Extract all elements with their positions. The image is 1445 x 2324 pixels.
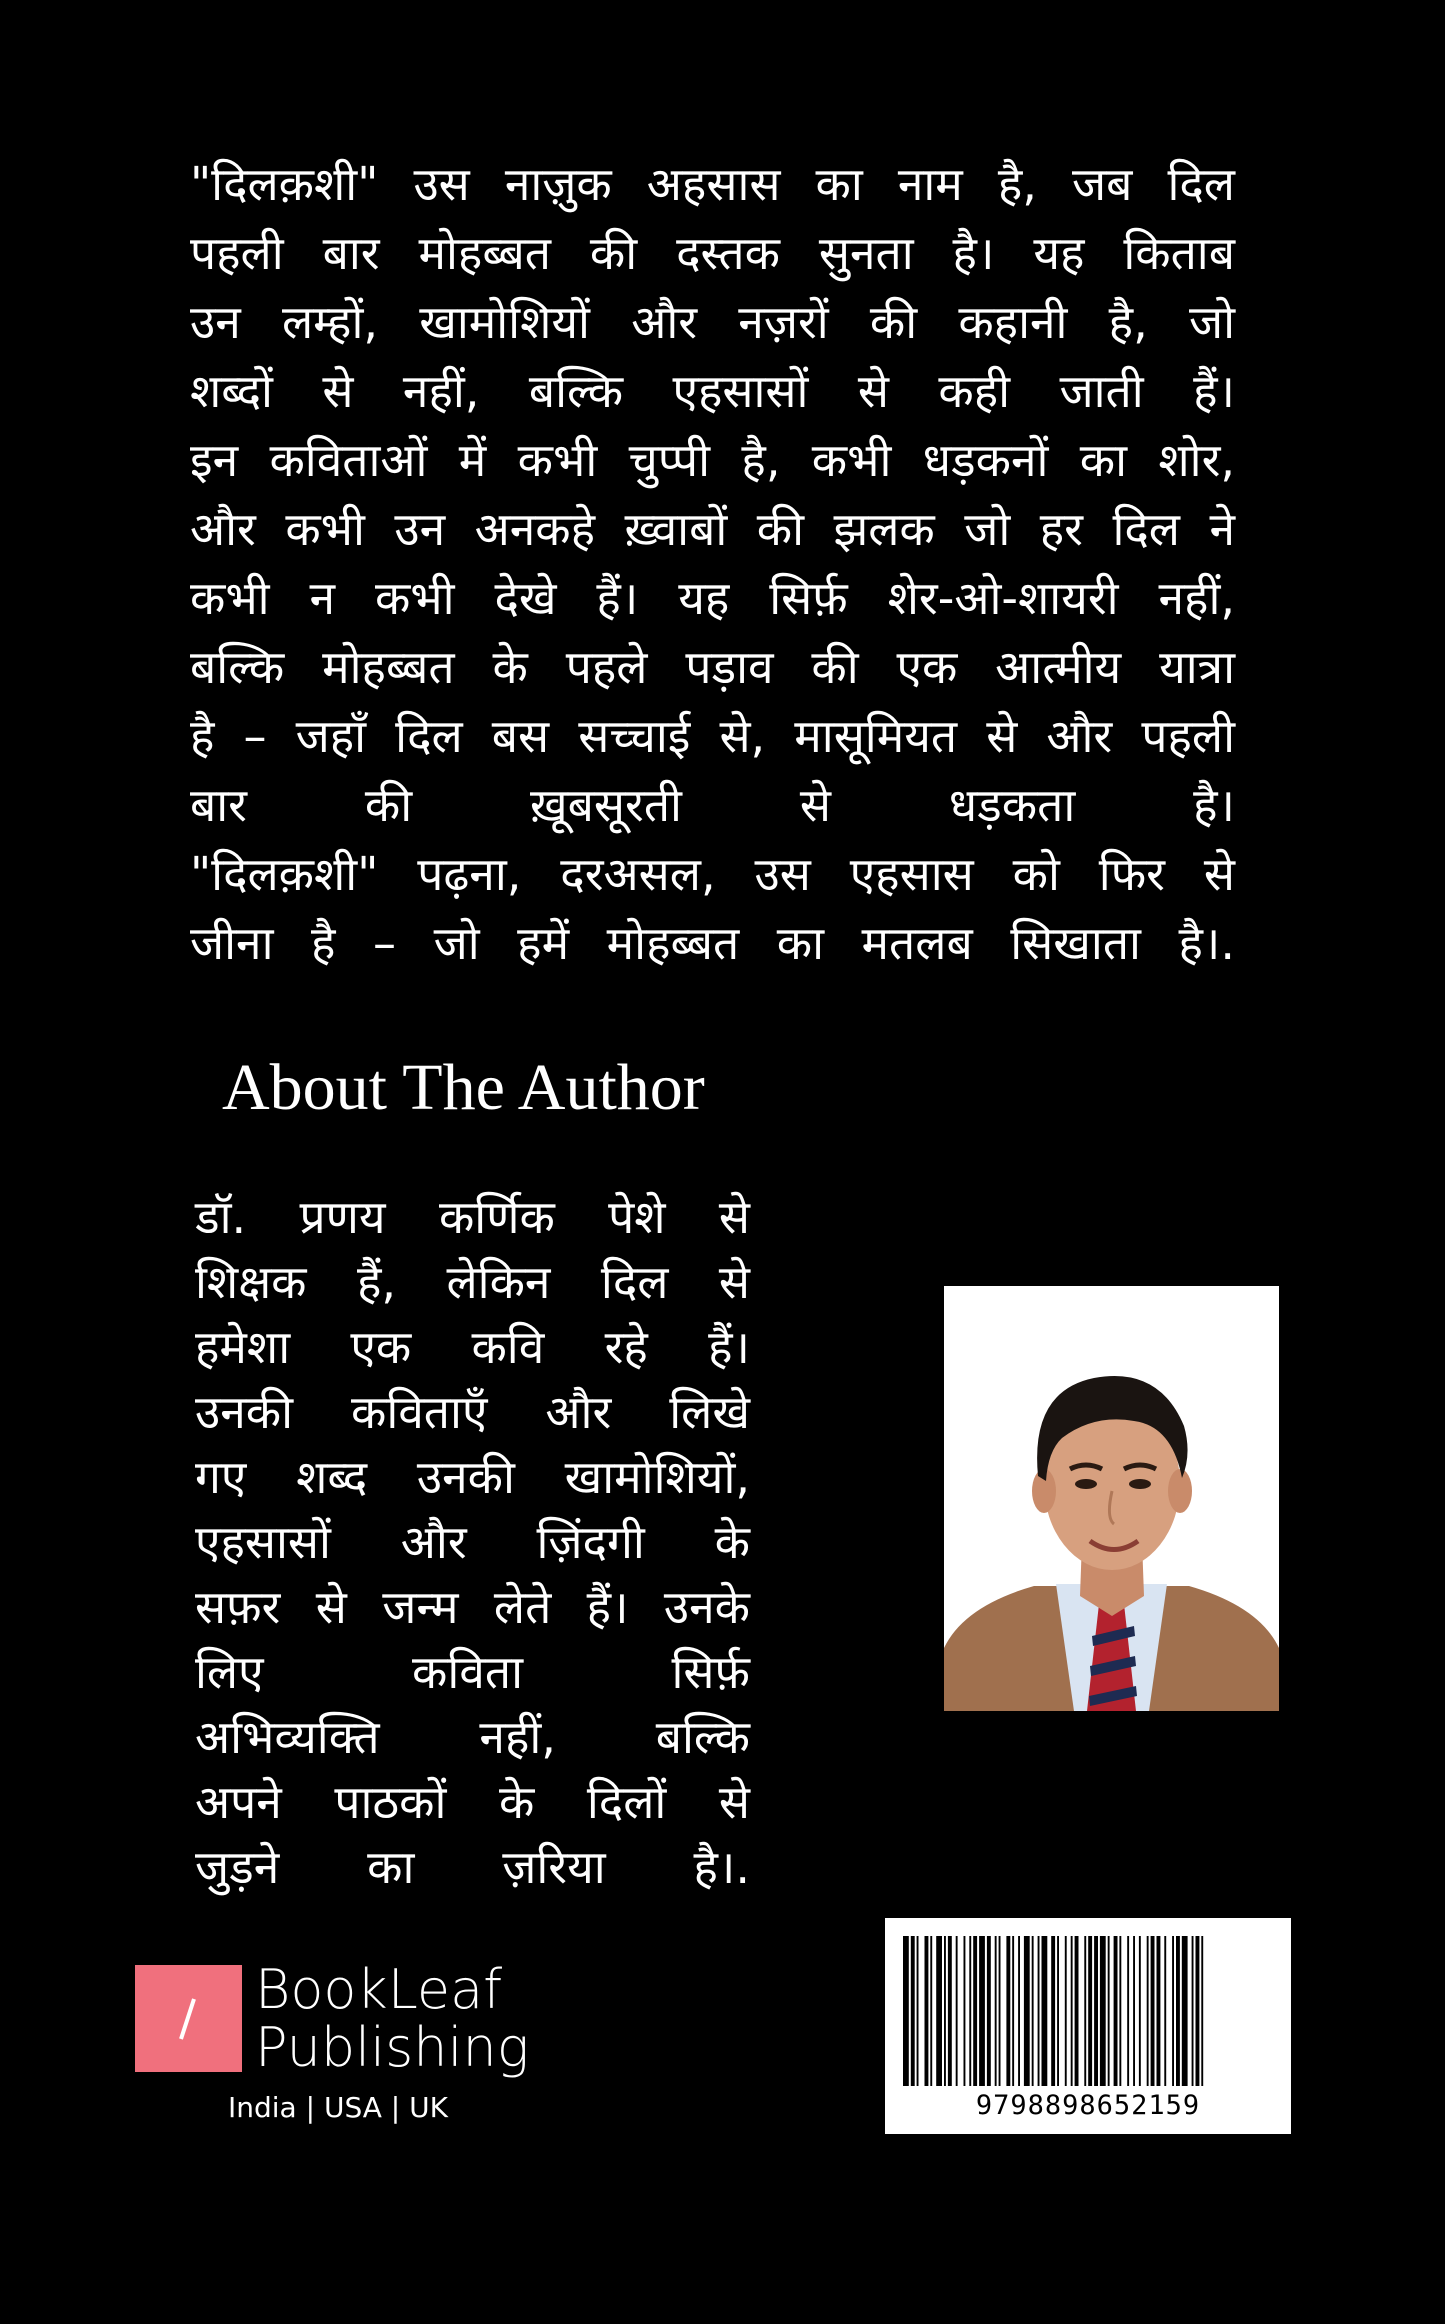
- barcode-bar: [1018, 1936, 1020, 2086]
- barcode-bar: [1094, 1936, 1098, 2086]
- barcode-bar: [1164, 1936, 1166, 2086]
- bio-line: अपने पाठकों के दिलों से: [195, 1775, 750, 1829]
- blurb-line: "दिलक़शी" पढ़ना, दरअसल, उस एहसास को फिर से: [190, 847, 1235, 901]
- blurb-line: है – जहाँ दिल बस सच्चाई से, मासूमियत से और पहली: [190, 709, 1235, 763]
- barcode-bar: [1114, 1936, 1118, 2086]
- barcode-bar: [1065, 1936, 1067, 2086]
- barcode-bar: [1108, 1936, 1110, 2086]
- barcode-bar: [1139, 1936, 1141, 2086]
- blurb-line: "दिलक़शी" उस नाज़ुक अहसास का नाम है, जब दिल: [190, 157, 1235, 211]
- blurb-line: और कभी उन अनकहे ख़्वाबों की झलक जो हर दिल ने: [190, 502, 1235, 556]
- publisher-name-line2: Publishing: [255, 2016, 530, 2079]
- barcode-bar: [1127, 1936, 1129, 2086]
- barcode-bar: [979, 1936, 985, 2086]
- barcode-bar: [1157, 1936, 1161, 2086]
- blurb-line: इन कविताओं में कभी चुप्पी है, कभी धड़कनों का शोर,: [190, 433, 1235, 487]
- slash-mark-graphic: [135, 1965, 242, 2072]
- barcode-bar: [964, 1936, 966, 2086]
- barcode-bar: [1133, 1936, 1135, 2086]
- barcode-bar: [1012, 1936, 1014, 2086]
- bio-line: सफ़र से जन्म लेते हैं। उनके: [195, 1580, 750, 1634]
- barcode-bar: [1182, 1936, 1188, 2086]
- barcode-bar: [1032, 1936, 1034, 2086]
- isbn-barcode: [885, 1918, 1291, 2134]
- barcode-bar: [1038, 1936, 1040, 2086]
- bio-line: गए शब्द उनकी खामोशियों,: [195, 1450, 750, 1504]
- barcode-bar: [1051, 1936, 1055, 2086]
- blurb-line: जीना है – जो हमें मोहब्बत का मतलब सिखाता है।.: [190, 916, 1235, 970]
- bio-line: एहसासों और ज़िंदगी के: [195, 1515, 750, 1569]
- publisher-regions: India | USA | UK: [228, 2091, 448, 2124]
- publisher-name-line1: BookLeaf: [255, 1958, 503, 2021]
- bio-line: जुड़ने का ज़रिया है।.: [195, 1840, 750, 1894]
- barcode-bar: [1071, 1936, 1073, 2086]
- barcode-bar: [1088, 1936, 1092, 2086]
- barcode-bar: [1024, 1936, 1030, 2086]
- barcode-bar: [1151, 1936, 1155, 2086]
- publisher-name: [255, 1958, 530, 2079]
- barcode-bar: [1100, 1936, 1106, 2086]
- author-bio: [195, 1185, 750, 1900]
- bio-line: शिक्षक हैं, लेकिन दिल से: [195, 1255, 750, 1309]
- bio-line: उनकी कविताएँ और लिखे: [195, 1385, 750, 1439]
- blurb-line: शब्दों से नहीं, बल्कि एहसासों से कही जाती हैं।: [190, 364, 1235, 418]
- barcode-bar: [1057, 1936, 1059, 2086]
- blurb-line: बार की ख़ूबसूरती से धड़कता है।: [190, 778, 1235, 832]
- about-author-heading: About The Author: [222, 1051, 705, 1124]
- barcode-bar: [925, 1936, 929, 2086]
- author-portrait-illustration: [944, 1286, 1279, 1711]
- barcode-bar: [1192, 1936, 1194, 2086]
- barcode-bar: [1176, 1936, 1180, 2086]
- barcode-bar: [1042, 1936, 1048, 2086]
- barcode-bar: [930, 1936, 932, 2086]
- barcode-bar: [1119, 1936, 1121, 2086]
- barcode-bar: [1084, 1936, 1086, 2086]
- bio-line: अभिव्यक्ति नहीं, बल्कि: [195, 1710, 750, 1764]
- barcode-bar: [956, 1936, 958, 2086]
- blurb-line: उन लम्हों, खामोशियों और नज़रों की कहानी है, जो: [190, 295, 1235, 349]
- barcode-bar: [936, 1936, 942, 2086]
- back-cover-blurb: [190, 150, 1235, 978]
- blurb-line: कभी न कभी देखे हैं। यह सिर्फ़ शेर-ओ-शायरी नहीं,: [190, 571, 1235, 625]
- barcode-bar: [944, 1936, 946, 2086]
- barcode-bar: [948, 1936, 952, 2086]
- barcode-bar: [969, 1936, 971, 2086]
- bio-line: लिए कविता सिर्फ़: [195, 1645, 750, 1699]
- barcode-bar: [917, 1936, 919, 2086]
- barcode-bar: [1075, 1936, 1079, 2086]
- barcode-bar: [1172, 1936, 1174, 2086]
- barcode-bar: [903, 1936, 909, 2086]
- bio-line: हमेशा एक कवि रहे हैं।: [195, 1320, 750, 1374]
- barcode-bar: [999, 1936, 1001, 2086]
- bookleaf-slash-icon: [135, 1965, 242, 2072]
- barcode-bar: [973, 1936, 977, 2086]
- barcode-bar: [995, 1936, 997, 2086]
- barcode-bar: [911, 1936, 915, 2086]
- isbn-number: 9798898652159: [975, 2090, 1201, 2121]
- author-photo: [944, 1286, 1279, 1711]
- barcode-bar: [1147, 1936, 1149, 2086]
- barcode-bar: [1006, 1936, 1010, 2086]
- bio-line: डॉ. प्रणय कर्णिक पेशे से: [195, 1190, 750, 1244]
- blurb-line: बल्कि मोहब्बत के पहले पड़ाव की एक आत्मीय यात्रा: [190, 640, 1235, 694]
- blurb-line: पहली बार मोहब्बत की दस्तक सुनता है। यह किताब: [190, 226, 1235, 280]
- barcode-bar: [1196, 1936, 1200, 2086]
- barcode-bar: [1201, 1936, 1203, 2086]
- barcode-bar: [987, 1936, 991, 2086]
